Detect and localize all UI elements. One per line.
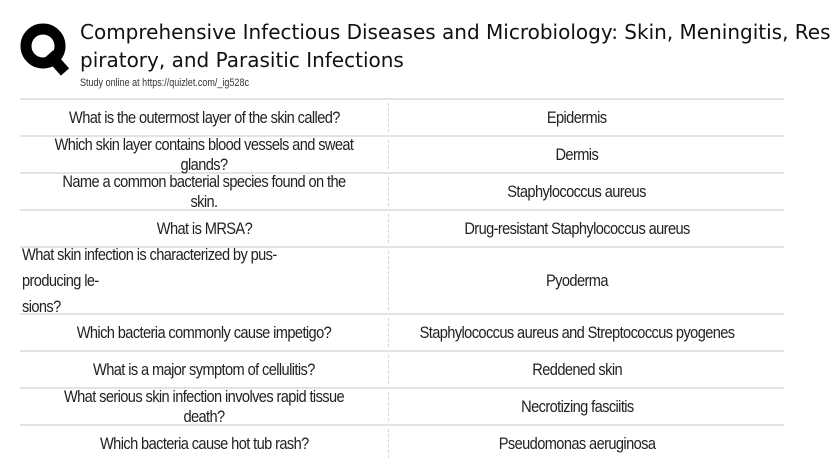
study-link-text: Study online at https://quizlet.com/_ig528c bbox=[80, 77, 249, 89]
title-line-1: Comprehensive Infectious Diseases and Microbiology: Skin, Meningitis, Res bbox=[80, 20, 831, 44]
title-line-2: piratory, and Parasitic Infections bbox=[80, 48, 404, 72]
term-cell: Name a common bacterial species found on the skin. bbox=[62, 171, 346, 211]
term-cell: Which bacteria cause hot tub rash? bbox=[99, 433, 309, 453]
term-cell: What is the outermost layer of the skin called? bbox=[68, 107, 340, 127]
flashcard-row bbox=[20, 387, 784, 424]
definition-cell: Drug-resistant Staphylococcus aureus bbox=[464, 218, 690, 238]
document-title bbox=[80, 18, 831, 74]
flashcard-row bbox=[20, 172, 784, 209]
definition-cell: Dermis bbox=[555, 144, 599, 164]
definition-cell: Pyoderma bbox=[546, 270, 608, 290]
definition-cell: Staphylococcus aureus bbox=[507, 181, 647, 201]
flashcard-row bbox=[20, 424, 784, 461]
term-cell: What is a major symptom of cellulitis? bbox=[93, 359, 315, 379]
definition-cell: Pseudomonas aeruginosa bbox=[498, 433, 656, 453]
term-cell: Which skin layer contains blood vessels and sweat glands? bbox=[54, 134, 354, 174]
term-cell: What serious skin infection involves rapid tissue death? bbox=[63, 386, 345, 426]
flashcard-row bbox=[20, 350, 784, 387]
definition-cell: Necrotizing fasciitis bbox=[520, 396, 634, 416]
quizlet-logo-icon bbox=[19, 22, 71, 74]
flashcard-row bbox=[20, 244, 784, 316]
flashcard-row bbox=[20, 135, 784, 172]
flashcard-row bbox=[20, 209, 784, 246]
flashcard-table bbox=[20, 98, 784, 461]
term-cell: Which bacteria commonly cause impetigo? bbox=[76, 322, 332, 342]
flashcard-row bbox=[20, 98, 784, 135]
term-cell: What is MRSA? bbox=[156, 218, 252, 238]
definition-cell: Reddened skin bbox=[532, 359, 622, 379]
term-cell: What skin infection is characterized by pus-producing le- sions? bbox=[22, 244, 277, 316]
definition-cell: Staphylococcus aureus and Streptococcus pyogenes bbox=[419, 322, 735, 342]
definition-cell: Epidermis bbox=[547, 107, 607, 127]
